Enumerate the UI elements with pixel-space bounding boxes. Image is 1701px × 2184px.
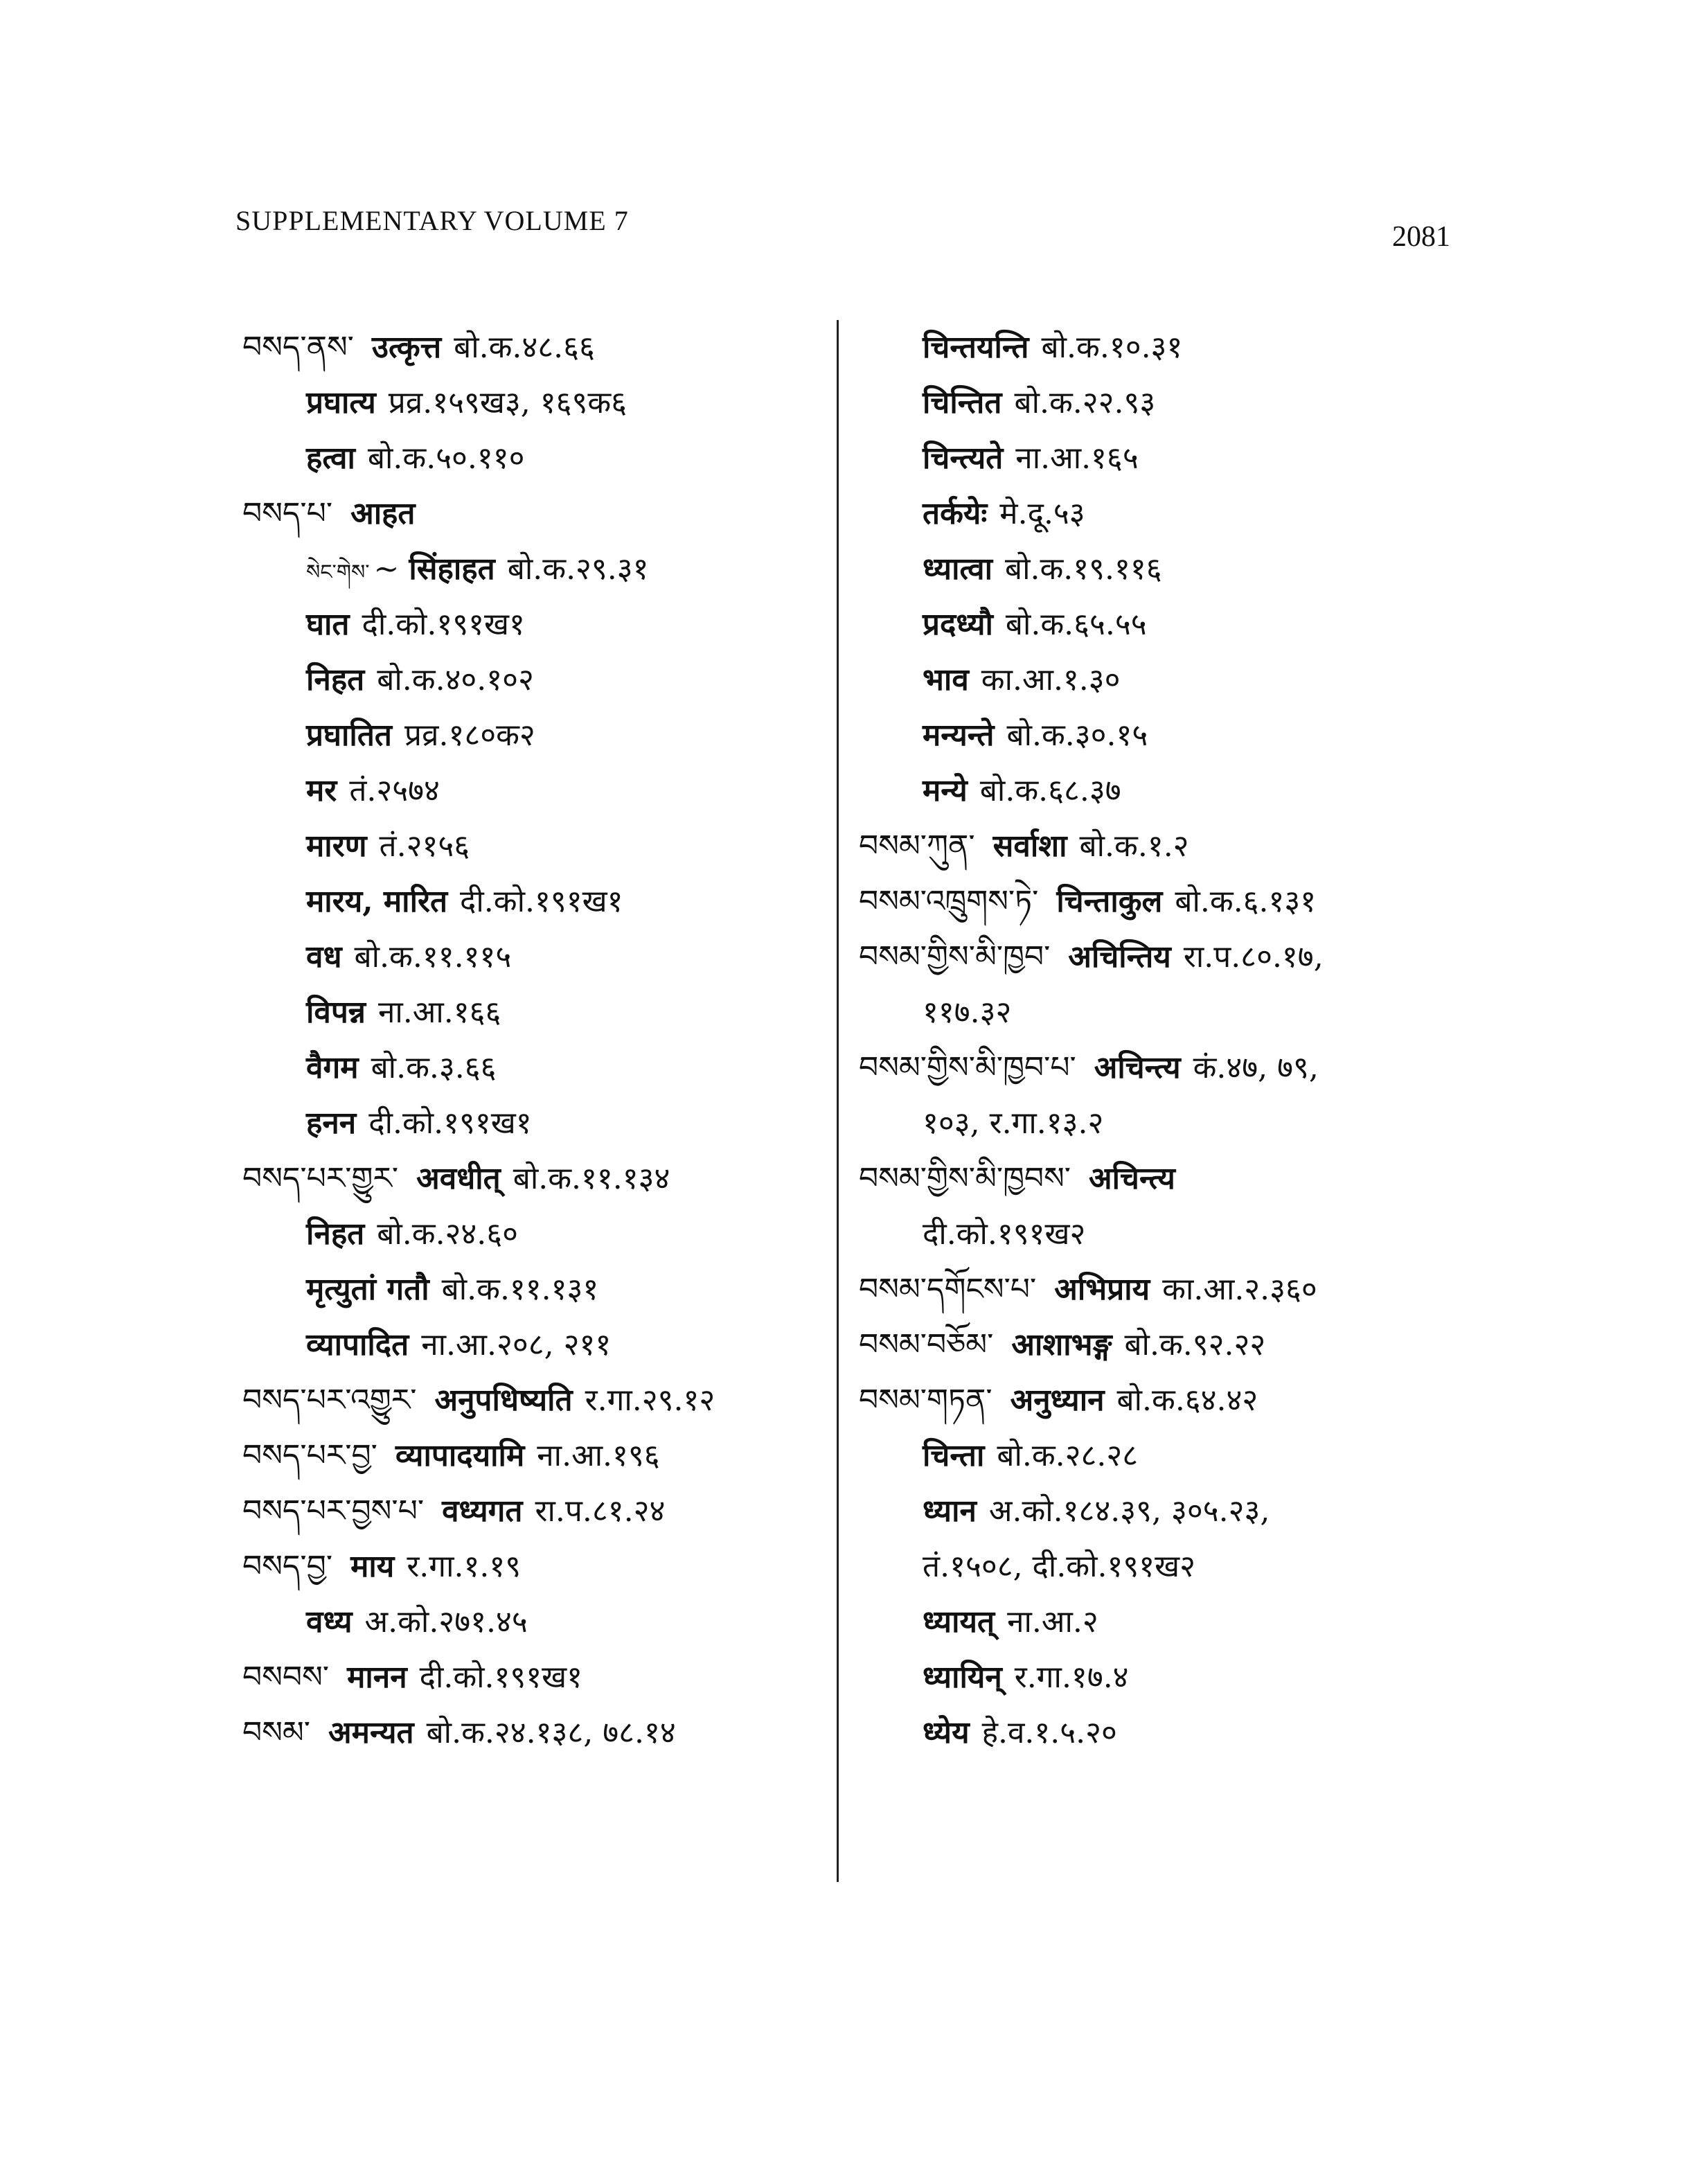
sanskrit-equivalent: अचिन्त्य [1094,1050,1181,1085]
sanskrit-equivalent: आहत [350,496,416,531]
sanskrit-equivalent: अचिन्तिय [1068,939,1171,975]
dictionary-entry [242,1428,838,1484]
tibetan-headword: བསམ་གྱིས་མི་ཁྱབ་ [859,939,1051,975]
source-reference: बो.क.२२.९३ [1014,385,1156,420]
source-reference: ना.आ.२०८, २११ [421,1327,612,1362]
dictionary-subentry [242,1096,838,1151]
source-reference: ना.आ.२ [1007,1604,1098,1640]
source-reference: बो.क.४०.१०२ [377,662,534,698]
column-divider [837,320,839,1882]
dictionary-entry [859,1151,1468,1207]
tibetan-headword: བསམ་ [242,1715,311,1750]
sanskrit-equivalent: ध्येय [923,1715,970,1750]
dictionary-entry [859,1040,1468,1096]
source-reference: का.आ.१.३० [981,662,1121,698]
tibetan-headword: བསད་བྱ་ [242,1549,333,1584]
source-reference: बो.क.४८.६६ [454,330,595,365]
dictionary-subentry [242,1262,838,1317]
source-reference: बो.क.१९.११६ [1004,551,1162,587]
source-reference: दी.को.१९१ख२ [923,1216,1086,1252]
dictionary-subentry [859,985,1468,1040]
dictionary-subentry [859,652,1468,708]
sanskrit-equivalent: मृत्युतां गतौ [306,1272,429,1307]
sanskrit-equivalent: उत्कृत्त [371,330,442,365]
source-reference: दी.को.१९१ख१ [368,1106,532,1141]
source-reference: ११७.३२ [923,995,1012,1030]
source-reference: १०३, र.गा.१३.२ [923,1106,1104,1141]
sanskrit-equivalent: निहत [306,1216,365,1252]
sanskrit-equivalent: सर्वाशा [992,828,1067,864]
source-reference: दी.को.१९१ख१ [362,607,525,642]
sanskrit-equivalent: चिन्ताकुल [1056,884,1163,919]
sanskrit-equivalent: वध्य [306,1604,353,1640]
source-reference: तं.२५७४ [349,773,440,808]
source-reference: तं.२१५६ [379,828,470,864]
sanskrit-equivalent: चिन्ता [923,1438,985,1473]
sanskrit-equivalent: व्यापादयामि [395,1438,525,1473]
source-reference: बो.क.२४.१३८, ७८.१४ [426,1715,676,1750]
sanskrit-equivalent: मारय, मारित [306,884,448,919]
source-reference: बो.क.११.१३४ [513,1161,670,1196]
source-reference: बो.क.६४.४२ [1116,1383,1258,1418]
dictionary-subentry [859,763,1468,819]
source-reference: हे.व.१.५.२० [981,1715,1117,1750]
sanskrit-equivalent: ध्यायत् [923,1604,995,1640]
right-column [859,320,1468,1761]
running-head: SUPPLEMENTARY VOLUME 7 [235,205,629,236]
source-reference: प्रव्र.१८०क२ [404,718,535,753]
dictionary-subentry [859,1595,1468,1650]
dictionary-entry [242,1650,838,1705]
dictionary-subentry [859,1705,1468,1761]
dictionary-entry [859,819,1468,874]
sanskrit-equivalent: चिन्तयन्ति [923,330,1029,365]
dictionary-subentry [242,819,838,874]
tibetan-headword: སེང་གེས་ [306,560,370,585]
dictionary-subentry [859,1096,1468,1151]
sanskrit-equivalent: तर्कयेः [923,496,988,531]
sanskrit-equivalent: मानन [347,1660,407,1695]
sanskrit-equivalent: अनुपधिष्यति [434,1383,573,1418]
source-reference: बो.क.९२.२२ [1124,1327,1266,1362]
dictionary-subentry [859,1428,1468,1484]
sanskrit-equivalent: मारण [306,828,367,864]
tilde-mark: ~ [373,551,400,587]
tibetan-headword: བསད་པར་འགྱུར་ [242,1383,417,1418]
source-reference: ना.आ.१६५ [1015,441,1139,476]
source-reference: बो.क.३०.१५ [1006,718,1148,753]
sanskrit-equivalent: मन्ये [923,773,968,808]
tibetan-headword: བསམ་དགོངས་པ་ [859,1272,1037,1307]
source-reference: बो.क.११.१३१ [441,1272,599,1307]
sanskrit-equivalent: विपन्न [306,995,366,1030]
tibetan-headword: བསད་པར་བྱས་པ་ [242,1493,425,1529]
sanskrit-equivalent: आशाभङ्ग [1011,1327,1112,1362]
source-reference: ना.आ.१९६ [537,1438,660,1473]
dictionary-subentry [859,1207,1468,1262]
source-reference: रा.प.८१.२४ [535,1493,666,1529]
page-number: 2081 [1392,221,1450,253]
source-reference: अ.को.२७१.४५ [364,1604,528,1640]
sanskrit-equivalent: ध्यान [923,1493,977,1529]
dictionary-subentry [859,486,1468,542]
source-reference: तं.१५०८, दी.को.१९१ख२ [923,1549,1195,1584]
source-reference: मे.दू.५३ [999,496,1085,531]
dictionary-subentry [242,597,838,652]
dictionary-subentry [242,1317,838,1373]
dictionary-subentry [242,431,838,486]
sanskrit-equivalent: चिन्त्यते [923,441,1004,476]
sanskrit-equivalent: अवधीत् [416,1161,501,1196]
dictionary-subentry [242,763,838,819]
source-reference: बो.क.२८.२८ [997,1438,1139,1473]
sanskrit-equivalent: प्रदध्यौ [923,607,993,642]
sanskrit-equivalent: चिन्तित [923,385,1002,420]
dictionary-subentry [242,1207,838,1262]
sanskrit-equivalent: हत्वा [306,441,355,476]
source-reference: बो.क.५०.११० [367,441,525,476]
dictionary-entry [859,1317,1468,1373]
sanskrit-equivalent: अभिप्राय [1054,1272,1150,1307]
source-reference: बो.क.११.११५ [354,939,512,975]
dictionary-subentry [242,375,838,431]
tibetan-headword: བསམ་ཀུན་ [859,828,975,864]
left-column [242,320,838,1761]
dictionary-subentry [859,431,1468,486]
dictionary-entry [242,320,838,375]
sanskrit-equivalent: अनुध्यान [1010,1383,1105,1418]
dictionary-subentry [242,708,838,763]
tibetan-headword: བསད་པར་གྱུར་ [242,1161,399,1196]
source-reference: बो.क.६.१३१ [1175,884,1317,919]
dictionary-entry [242,1484,838,1539]
dictionary-subentry [859,375,1468,431]
dictionary-subentry [242,1595,838,1650]
dictionary-subentry [242,542,838,597]
source-reference: बो.क.३.६६ [371,1050,497,1085]
dictionary-subentry [859,597,1468,652]
dictionary-entry [242,1705,838,1761]
sanskrit-equivalent: मन्यन्ते [923,718,995,753]
dictionary-subentry [242,1040,838,1096]
sanskrit-equivalent: व्यापादित [306,1327,409,1362]
sanskrit-equivalent: अचिन्त्य [1089,1161,1175,1196]
tibetan-headword: བསམ་འཁྲུགས་ཏེ་ [859,884,1039,919]
dictionary-subentry [242,930,838,985]
dictionary-entry [242,1151,838,1207]
sanskrit-equivalent: वध [306,939,342,975]
dictionary-entry [859,1373,1468,1428]
source-reference: बो.क.६८.३७ [979,773,1121,808]
dictionary-subentry [242,985,838,1040]
tibetan-headword: བསམ་བཅོམ་ [859,1327,994,1362]
sanskrit-equivalent: ध्यात्वा [923,551,992,587]
tibetan-headword: བསད་ནས་ [242,330,354,365]
source-reference: र.गा.१.१९ [407,1549,522,1584]
sanskrit-equivalent: निहत [306,662,365,698]
tibetan-headword: བསབས་ [242,1660,330,1695]
source-reference: दी.को.१९१ख१ [419,1660,583,1695]
source-reference: बो.क.२९.३१ [507,551,649,587]
source-reference: दी.को.१९१ख१ [460,884,623,919]
dictionary-subentry [242,874,838,930]
source-reference: र.गा.१७.४ [1014,1660,1129,1695]
dictionary-subentry [859,542,1468,597]
sanskrit-equivalent: वध्यगत [442,1493,523,1529]
dictionary-subentry [859,1484,1468,1539]
source-reference: रा.प.८०.१७, [1183,939,1324,975]
source-reference: का.आ.२.३६० [1162,1272,1317,1307]
dictionary-entry [242,1539,838,1595]
dictionary-subentry [859,1539,1468,1595]
sanskrit-equivalent: मर [306,773,337,808]
dictionary-entry [242,1373,838,1428]
tibetan-headword: བསམ་གྱིས་མི་ཁྱབ་པ་ [859,1050,1076,1085]
source-reference: बो.क.२४.६० [377,1216,519,1252]
sanskrit-equivalent: हनन [306,1106,357,1141]
source-reference: र.गा.२९.१२ [585,1383,715,1418]
dictionary-subentry [859,320,1468,375]
tibetan-headword: བསམ་གྱིས་མི་ཁྱབས་ [859,1161,1071,1196]
sanskrit-equivalent: सिंहाहत [409,551,495,587]
sanskrit-equivalent: प्रघात्य [306,385,376,420]
dictionary-entry [859,874,1468,930]
sanskrit-equivalent: वैगम [306,1050,359,1085]
source-reference: ना.आ.१६६ [377,995,501,1030]
sanskrit-equivalent: माय [350,1549,395,1584]
dictionary-subentry [859,708,1468,763]
dictionary-subentry [859,1650,1468,1705]
source-reference: बो.क.६५.५५ [1005,607,1147,642]
source-reference: बो.क.१.२ [1079,828,1189,864]
source-reference: प्रव्र.१५९ख३, १६९क६ [388,385,627,420]
source-reference: कं.४७, ७९, [1193,1050,1319,1085]
source-reference: अ.को.१८४.३९, ३०५.२३, [988,1493,1270,1529]
dictionary-subentry [242,652,838,708]
sanskrit-equivalent: ध्यायिन् [923,1660,1002,1695]
tibetan-headword: བསད་པ་ [242,496,333,531]
tibetan-headword: བསད་པར་བྱ་ [242,1438,377,1473]
sanskrit-equivalent: घात [306,607,350,642]
sanskrit-equivalent: अमन्यत [328,1715,414,1750]
sanskrit-equivalent: प्रघातित [306,718,392,753]
dictionary-entry [859,930,1468,985]
tibetan-headword: བསམ་གཏན་ [859,1383,992,1418]
dictionary-entry [242,486,838,542]
dictionary-entry [859,1262,1468,1317]
source-reference: बो.क.१०.३१ [1041,330,1183,365]
sanskrit-equivalent: भाव [923,662,969,698]
